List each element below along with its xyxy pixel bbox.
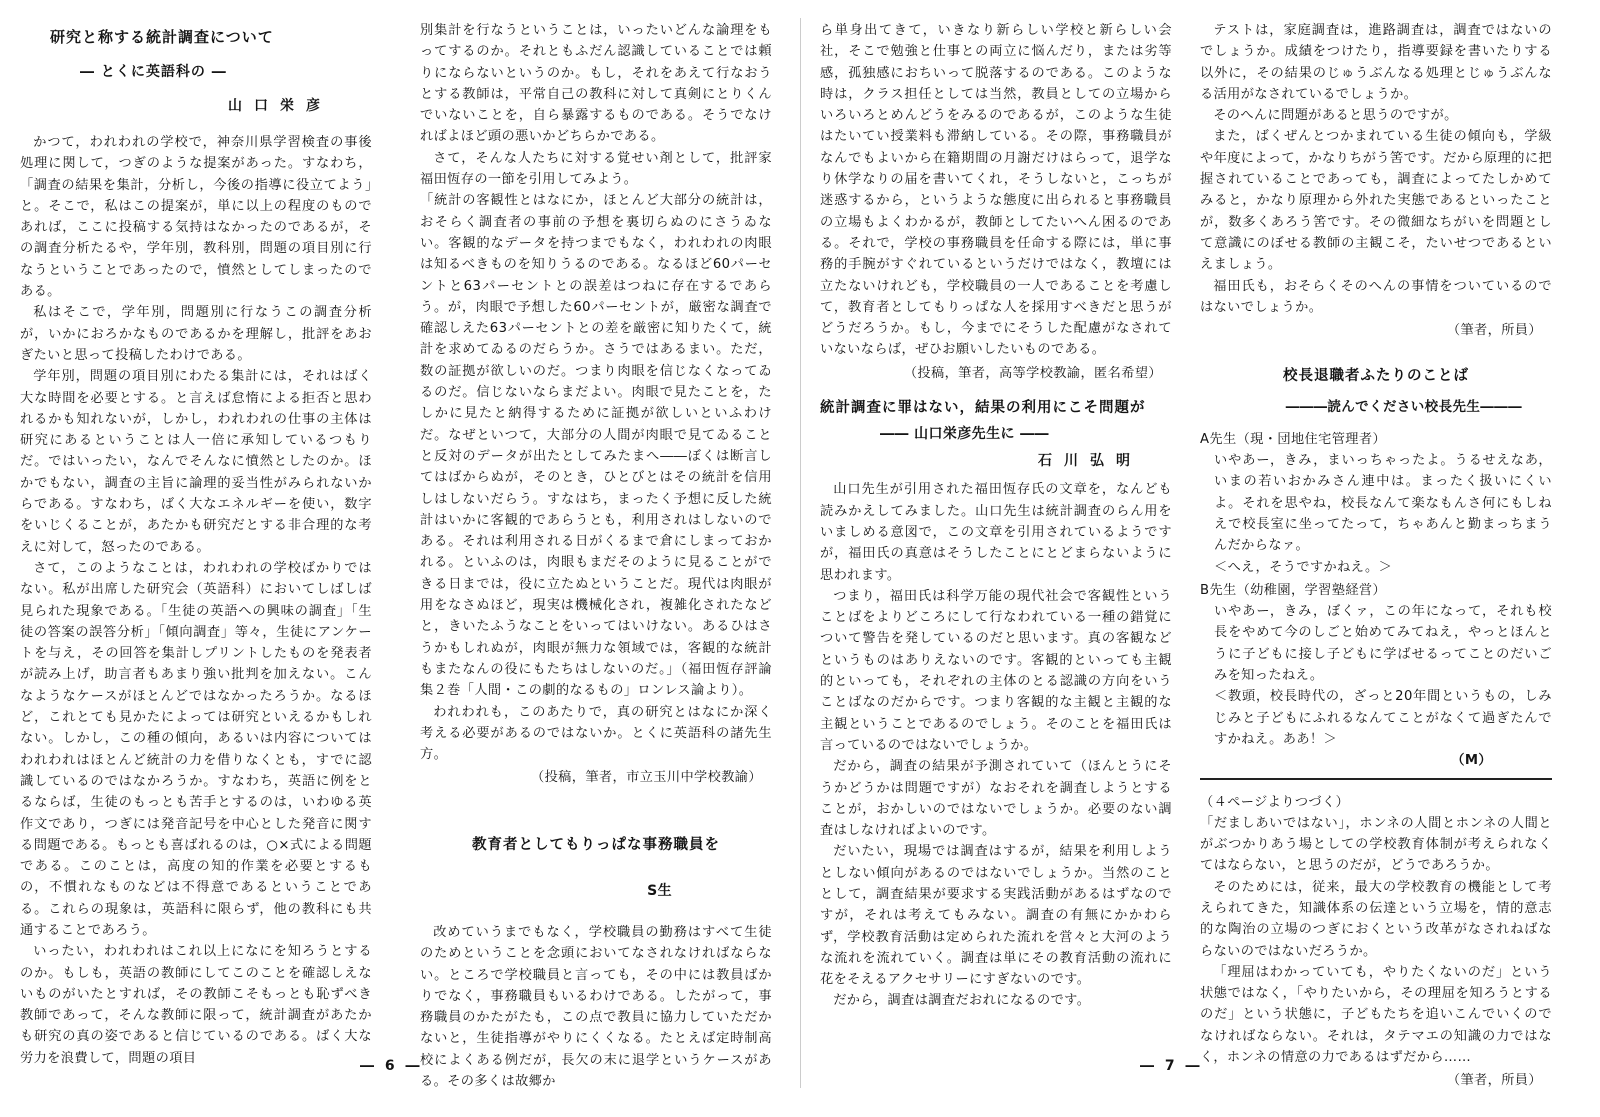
page-number-right: ― 7 ― — [1140, 1058, 1203, 1074]
article-3-subtitle: ―― 山口栄彦先生に ―― — [880, 426, 1049, 443]
article-1-paragraph: 別集計を行なうということは，いったいどんな論理をもってするのか。それともふだん認識していることでは頼りにならないというのか。もし，それをあえて行なおうとする教師は，平常自己の教科に対して真剣にとりくんでいないことを，自ら暴露するものである。そうでなければよほど頭の悪いかどちらかである。 — [420, 23, 772, 145]
article-2-paragraph: ら単身出てきて，いきなり新らしい学校と新らしい会社，そこで勉強と仕事との両立に悩んだり，または劣等感，孤独感におちいって脱落するのである。このような時は，クラス担任としては当然，教員としての立場からいろいろとめんどうをみるのであるが，このような生徒はたいてい授業料も滞納している。その際，事務職員がなんでもよいから在籍期間の月謝だけはらって，退学なり休学なりの届を書いてくれ，そうしないと，こっちが迷惑するから，というような態度に出られると事務職員の立場もよくわかるが，教師としてたいへん困るのである。それで，学校の事務職員を任命する際には，単に事務的手腕がすぐれているというだけではなく，教壇には立たないけれども，学校職員の一人であることを考慮して，教育者としてもりっぱな人を採用すべきだと思うがどうだろうか。もし，今までにそうした配慮がなされていないならば，ぜひお願いしたいものである。 — [820, 23, 1172, 358]
continued-paragraph: 「だましあいではない」，ホンネの人間とホンネの人間とがぶつかりあう場としての学校教育体制が考えられなくてはならない，と思うのだが，どうであろうか。 — [1200, 815, 1552, 874]
article-1-author: 山口栄彦 — [228, 98, 332, 114]
article-1-paragraph: 私はそこで，学年別，問題別に行なうこの調査分析が，いかにおろかなものであるかを理解し，批評をあおぎたいと思って投稿したわけである。 — [20, 305, 372, 363]
article-3-signature: （筆者，所員） — [1446, 323, 1542, 339]
teacher-a-label: A先生（現・団地住宅管理者） — [1200, 431, 1387, 447]
article-1-signature: （投稿，筆者，市立玉川中学校教諭） — [531, 770, 762, 786]
teacher-b-reply: ＜教頭，校長時代の，ざっと20年間というもの，しみじみと子どもにふれるなんてことがなくて過ぎたんですかねえ。ああ！＞ — [1214, 689, 1552, 747]
article-4-title: 校長退職者ふたりのことば — [1283, 368, 1469, 385]
continued-signature: （筆者，所員） — [1446, 1073, 1542, 1089]
teacher-a-speech: いやあー，きみ，まいっちゃったよ。うるせえなあ，いまの若いおかみさん連中は。まったく扱いにくいよ。それを思やね，校長なんて楽なもんさ何にもしねえで校長室に坐ってたって，ちゃあんと勤まっちまうんだからなァ。 — [1214, 453, 1552, 554]
article-2-title: 教育者としてもりっぱな事務職員を — [472, 836, 720, 853]
article-4-signature: （M） — [1451, 753, 1492, 769]
teacher-b-speech: いやあー，きみ，ぼくァ，この年になって，それも校長をやめて今のしごと始めてみてねえ，やっとほんとうに子どもに接し子どもに学ばせるってことのだいごみを知ったねえ。 — [1214, 604, 1552, 684]
article-1-paragraph: かつて，われわれの学校で，神奈川県学習検査の事後処理に関して，つぎのような提案があった。すなわち，「調査の結果を集計，分析し，今後の指導に役立てよう」と。そこで，私はこの提案が，単に以上の程度のものであれば，ここに投稿する気持はなかったのであるが，その調査分析たるや，学年別，教科別，問題の項目別に行なうということであったので，憤然としてしまったのである。 — [20, 135, 372, 300]
article-1-title: 研究と称する統計調査について — [50, 28, 274, 46]
article-3-paragraph: だから，調査は調査だおれになるのです。 — [833, 993, 1091, 1009]
column-4 — [1200, 20, 1552, 1089]
article-1-paragraph: われわれも，このあたりで，真の研究とはなにか深く考える必要があるのではないか。とくに英語科の諸先生方。 — [420, 704, 772, 763]
article-3-paragraph: 福田氏も，おそらくそのへんの事情をついているのではないでしょうか。 — [1200, 278, 1552, 315]
column-3 — [820, 20, 1172, 1080]
article-2-paragraph: 改めていうまでもなく，学校職員の勤務はすべて生徒のためということを念頭においてなされなければならない。ところで学校職員と言っても，その中には教員ばかりでなく，事務職員もいるわけである。したがって，事務職員のかたがたも，この点で教員に協力していただかないと，生徒指導がやりにくくなる。たとえば定時制高校によくある例だが，長欠の末に退学というケースがある。その多くは故郷か — [420, 924, 772, 1090]
article-2-author: S生 — [647, 882, 672, 899]
article-3-author: 石川弘明 — [1038, 453, 1142, 470]
article-3-paragraph: そのへんに問題があると思うのですが。 — [1213, 108, 1458, 124]
continued-paragraph: そのためには，従来，最大の学校教育の機能として考えられてきた，知識体系の伝達という立場を，情的意志的な陶治の立場のつぎにおくという改革がなされねばならないのではないだろうか。 — [1200, 879, 1552, 959]
column-2 — [420, 20, 772, 1090]
article-1-paragraph: 学年別，問題の項目別にわたる集計には，それはばく大な時間を必要とする。と言えば怠惰による拒否と思われるかも知れないが，しかし，われわれの仕事の主体は研究にあるということは人一倍に承知しているつもりだ。ではいったい，なんでそんなに憤然としたのか。ほかでもない，調査の主旨に論理的妥当性がみられないからである。すなわち，ばく大なエネルギーを使い，数字をいじくることが，あたかも研究だとする非合理的な考えに対して，怒ったのである。 — [20, 369, 372, 555]
article-1-paragraph: さて，そんな人たちに対する覚せい剤として，批評家福田恆存の一節を引用してみよう。 — [420, 150, 772, 188]
page-gutter — [800, 18, 801, 1088]
article-3-paragraph: テストは，家庭調査は，進路調査は，調査ではないのでしょうか。成績をつけたり，指導要録を書いたりする以外に，その結果のじゅうぶんなる処理とじゅうぶんなる活用がなされているでしょうか。 — [1200, 23, 1552, 102]
article-4-subtitle: ―――読んでください校長先生――― — [1285, 399, 1522, 416]
article-3-paragraph: また，ばくぜんとつかまれている生徒の傾向も，学級や年度によって，かなりちがう筈です。だから原理的に把握されていることであっても，調査によってたしかめてみると，かなり原理から外れた実態であるといったことが，数多くあろう筈です。その微細なちがいを問題として意識にのぼせる教師の主観こそ，たいせつであるといえましょう。 — [1200, 129, 1552, 273]
section-divider — [1200, 778, 1552, 780]
article-1-paragraph: さて，このようなことは，われわれの学校ばかりではない。私が出席した研究会（英語科）においてしばしば見られた現象である。「生徒の英語への興味の調査」「生徒の答案の誤答分析」「傾向調査」等々，生徒にアンケートを与え，その回答を集計しプリントしたものを発表者が読み上げ，助言者もあまり強い批判を加えない。こんなようなケースがほとんどではなかったろうか。なるほど，これとても見かたによっては研究といえるかもしれない。しかし，この種の傾向，あるいは内容についてはわれわれはほとんど統計の力を借りなくとも，すでに認識しているのではなかろうか。すなわち，英語に例をとるならば，生徒のもっとも苦手とするのは，いわゆる英作文であり，つぎには発音記号を中心とした発音に関する問題である。もっとも喜ばれるのは，○×式による問題である。このことは，高度の知的作業を必要とするもの，不慣れなものなどは不得意であるということである。これらの現象は，英語科に限らず，他の教科にも共通することであろう。 — [20, 560, 372, 938]
teacher-a-reply: ＜へえ，そうですかねえ。＞ — [1214, 559, 1393, 575]
article-2-signature: （投稿，筆者，高等学校教諭，匿名希望） — [903, 365, 1162, 381]
article-3-paragraph: だいたい，現場では調査はするが，結果を利用しようとしない傾向があるのではないでしょうか。当然のこととして，調査結果が要求する実践活動があるはずなのですが，それは考えてもみない。調査の有無にかかわらず，学校教育活動は定められた流れを営々と大河のような流れを流れていく。調査は単にその教育活動の流れに花をそえるアクセサリーにすぎないのです。 — [820, 844, 1172, 988]
article-3-paragraph: だから，調査の結果が予測されていて（ほんとうにそうかどうかは問題ですが）なおそれを調査しようとすることが，おかしいのではないでしょうか。必要のない調査はしなければよいのです。 — [820, 759, 1172, 839]
article-1-subtitle: ― とくに英語科の ― — [80, 64, 227, 80]
page-number-left: ― 6 ― — [360, 1058, 423, 1074]
quote-paragraph: 「統計の客観性とはなにか，ほとんど大部分の統計は，おそらく調査者の事前の予想を裏切らぬのにさうゐない。客観的なデータを持つまでもなく，われわれの肉眼は知るべきものを知りうるのである。なるほど60パーセントと63パーセントとの誤差はつねに存在するであらう。が，肉眼で予想した60パーセントが，厳密な調査で確認しえた63パーセントとの差を厳密に知りたくて，統計を求めてゐるのだらうか。さうではあるまい。ただ，数の証拠が欲しいのだ。つまり肉眼を信じなくなってゐるのだ。信じないならまだよい。肉眼で見たことを，たしかに見たと納得するために証拠が欲しいといふわけだ。なぜといつて，大部分の人間が肉眼で見てゐることと反対のデータが出たとしてみたまへ――ぼくは断言してはばからぬが，そのとき，ひとびとはその統計を信用しはしないだらう。すなはち，まったく予想に反した統計はいかに客観的であらうとも，利用されはしないのである。それは利用される日がくるまで倉にしまっておかれる。といふのは，肉眼もまだそのように見ることができる日までは，役に立たぬということだ。現代は肉眼が用をなさぬほど，現実は機械化され，複雑化されたなどと，きいたふうなことをいってはいけない。あるひはさうかもしれぬが，肉眼が無力な領域では，客観的な統計もまたなんの役にもたちはしないのだ。」（福田恆存評論集２巻「人間・この劇的なるもの」ロンレス論より）。 — [420, 193, 772, 699]
continued-heading: （４ページよりつづく） — [1200, 794, 1350, 810]
article-1-paragraph: いったい，われわれはこれ以上になにを知ろうとするのか。もしも，英語の教師にしてこのことを確認しえないものがいたとすれば，その教師こそもっとも恥ずべき教師であって，そんな教師に限って，統計調査があたかも研究の真の姿であると信じているのである。ばく大な労力を浪費して，問題の項目 — [20, 944, 372, 1066]
article-3-title: 統計調査に罪はない，結果の利用にこそ問題が — [820, 400, 1146, 417]
article-3-paragraph: 山口先生が引用された福田恆存氏の文章を，なんども読みかえしてみました。山口先生は統計調査のらん用をいましめる意図で，この文章を引用されているようですが，福田氏の真意はそうしたことにとどまらないように思われます。 — [820, 482, 1172, 583]
column-1 — [20, 20, 372, 1080]
article-3-paragraph: つまり，福田氏は科学万能の現代社会で客観性ということばをよりどころにして行なわれている一種の錯覚について警告を発しているのだと思います。真の客観などというものはありえないのです。客観的といっても主観的といっても，それぞれの主体のとる認識の方向をいうことばなのだからです。つまり客観的な主観と主観的な主観ということであるのでしょう。そのことを福田氏は言っているのではないでしょうか。 — [820, 588, 1172, 753]
teacher-b-label: B先生（幼稚園，学習塾経営） — [1200, 582, 1387, 598]
continued-paragraph: 「理屈はわかっていても，やりたくないのだ」という状態ではなく，「やりたいから，その理屈を知ろうとするのだ」という状態に，子どもたちを追いこんでいくのでなければならない。それは，タテマエの知識の力ではなく，ホンネの情意の力であるはずだから…… — [1200, 964, 1552, 1066]
